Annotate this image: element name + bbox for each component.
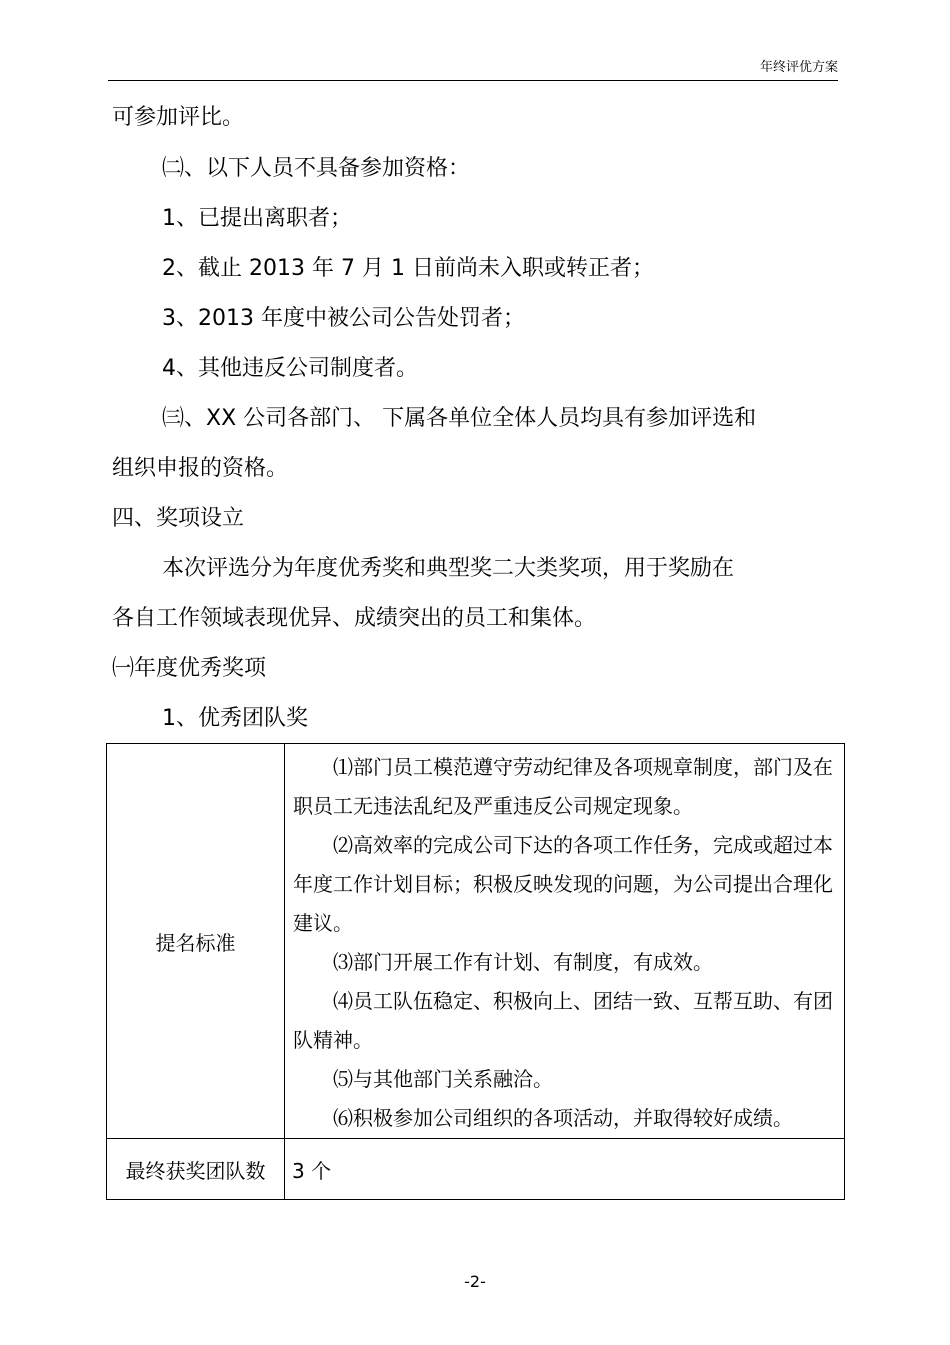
award-criteria-table <box>106 743 845 1200</box>
criteria-cell <box>285 744 845 1139</box>
award-heading: 1、优秀团队奖 <box>162 706 308 731</box>
criteria-item: ⑸与其他部门关系融洽。 <box>333 1067 553 1091</box>
body-line: 2、截止 2013 年 7 月 1 日前尚未入职或转正者； <box>162 256 654 281</box>
criteria-item: ⑹积极参加公司组织的各项活动，并取得较好成绩。 <box>333 1106 793 1130</box>
criteria-item: ⑶部门开展工作有计划、有制度，有成效。 <box>333 950 713 974</box>
body-line: 组织申报的资格。 <box>112 456 289 481</box>
header-title: 年终评优方案 <box>759 60 838 75</box>
body-line: 各自工作领域表现优异、成绩突出的员工和集体。 <box>112 606 597 631</box>
criteria-item: ⑷员工队伍稳定、积极向上、团结一致、互帮互助、有团队精神。 <box>293 989 833 1052</box>
final-count-label: 最终获奖团队数 <box>107 1139 285 1200</box>
body-line: ㈢、XX 公司各部门、 下属各单位全体人员均具有参加评选和 <box>162 406 757 431</box>
section-heading: 四、奖项设立 <box>112 506 245 531</box>
criteria-item: ⑴部门员工模范遵守劳动纪律及各项规章制度，部门及在职员工无违法乱纪及严重违反公司规定现象。 <box>293 755 833 818</box>
page-number: -2- <box>464 1272 486 1291</box>
table-row <box>107 1139 845 1200</box>
body-line: ㈡、以下人员不具备参加资格： <box>162 156 471 181</box>
body-line: 1、已提出离职者； <box>162 206 352 231</box>
subsection-heading: ㈠年度优秀奖项 <box>112 656 267 681</box>
table-row <box>107 744 845 1139</box>
header-rule <box>108 80 838 81</box>
body-line: 3、2013 年度中被公司公告处罚者； <box>162 306 525 331</box>
criteria-label: 提名标准 <box>107 744 285 1139</box>
criteria-item: ⑵高效率的完成公司下达的各项工作任务，完成或超过本年度工作计划目标；积极反映发现的问题，为公司提出合理化建议。 <box>293 833 833 935</box>
final-count-value: 3 个 <box>285 1139 845 1200</box>
body-line: 可参加评比。 <box>112 105 245 130</box>
body-line: 4、其他违反公司制度者。 <box>162 356 418 381</box>
body-line: 本次评选分为年度优秀奖和典型奖二大类奖项，用于奖励在 <box>162 556 735 581</box>
